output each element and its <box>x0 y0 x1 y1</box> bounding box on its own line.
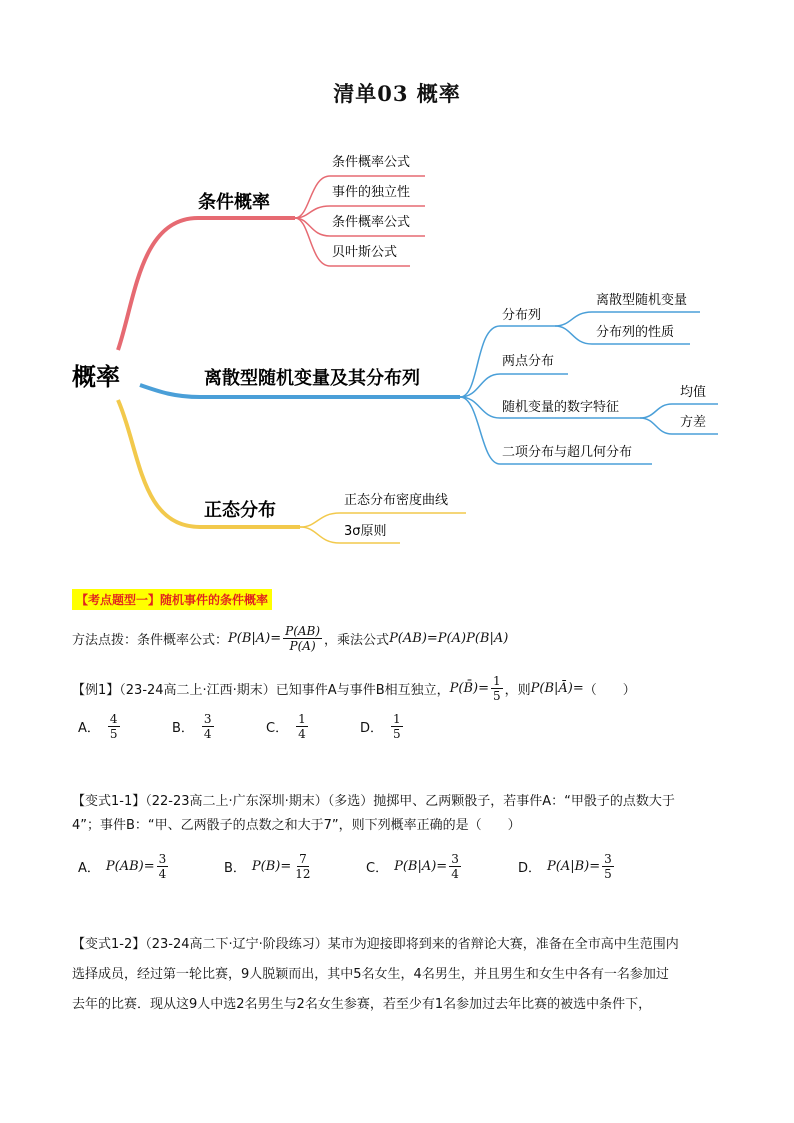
var11-option-c <box>366 852 463 881</box>
frac-den: 4 <box>203 727 212 741</box>
frac-num: 3 <box>158 852 167 866</box>
frac-num: 3 <box>451 852 459 866</box>
mindmap-root: 概率 <box>72 363 120 391</box>
frac-den: 4 <box>298 727 306 741</box>
page-title: 清单03 概率 <box>333 81 461 106</box>
frac-num: 7 <box>299 852 307 866</box>
option-label: C． <box>266 721 289 736</box>
option-label: D． <box>360 721 384 736</box>
var12-line3: 去年的比赛．现从这9人中选2名男生与2名女生参赛，若至少有1名参加过去年比赛的被选中条件下， <box>72 997 652 1012</box>
leaf-discrete-rv: 离散型随机变量 <box>596 293 688 308</box>
mind-map <box>0 0 794 560</box>
ex1-option-a <box>78 712 122 741</box>
option-label: A． <box>78 861 100 876</box>
method-frac-num: P(AB) <box>285 624 321 638</box>
leaf-independence: 事件的独立性 <box>332 185 411 200</box>
option-label: B． <box>172 721 194 736</box>
frac-num: 3 <box>203 712 212 726</box>
option-label: B． <box>224 861 246 876</box>
var12-line2: 选择成员，经过第一轮比赛，9人脱颖而出，其中5名女生，4名男生，并且男生和女生中各有一名参加过 <box>72 967 669 982</box>
method-frac-den: P(A) <box>289 639 316 653</box>
option-expr: P(B)= <box>251 859 292 874</box>
var11-line2: 4”；事件B：“甲、乙两骰子的点数之和大于7”，则下列概率正确的是（ ） <box>72 818 521 833</box>
leaf-bayes: 贝叶斯公式 <box>332 245 398 260</box>
ex1-cond-fraction <box>491 674 503 703</box>
leaf-numeric-features: 随机变量的数字特征 <box>502 400 620 415</box>
ex1-tail-expr: P(B|Ā)= <box>530 681 584 696</box>
method-prefix: 方法点拨：条件概率公式： <box>72 633 229 648</box>
var11-line1: 【变式1-1】（22-23高二上·广东深圳·期末）（多选）抛掷甲、乙两颗骰子，若事件A：“甲骰子的点数大于 <box>72 794 675 809</box>
frac-den: 12 <box>295 867 311 881</box>
var11-option-d <box>518 852 616 881</box>
ex1-option-b <box>172 712 216 741</box>
branch-normal: 正态分布 <box>204 500 276 521</box>
method-line <box>72 624 508 653</box>
frac-num: 3 <box>604 852 612 866</box>
option-expr: P(B|A)= <box>394 859 448 874</box>
leaf-3sigma: 3σ原则 <box>344 524 387 539</box>
leaf-two-point: 两点分布 <box>502 354 555 369</box>
ex1-option-d <box>360 712 405 741</box>
leaf-conditional-formula-2: 条件概率公式 <box>332 215 411 230</box>
var11-option-b <box>224 852 315 881</box>
method-formula-right: P(AB)=P(A)P(B|A) <box>389 631 509 646</box>
var12-line1: 【变式1-2】（23-24高二下·辽宁·阶段练习）某市为迎接即将到来的省辩论大赛，准备在全市高中生范围内 <box>72 937 679 952</box>
leaf-distribution-props: 分布列的性质 <box>596 325 675 340</box>
option-fraction <box>157 852 169 881</box>
ex1-cond-den: 5 <box>492 689 501 703</box>
option-label: A． <box>78 721 100 736</box>
option-expr: P(AB)= <box>105 859 155 874</box>
option-fraction <box>202 712 214 741</box>
leaf-binomial: 二项分布与超几何分布 <box>502 445 633 460</box>
example-1-stem <box>72 674 636 703</box>
section-tag: 【考点题型一】随机事件的条件概率 <box>72 589 272 610</box>
method-fraction <box>283 624 322 653</box>
frac-num: 1 <box>393 712 401 726</box>
frac-den: 4 <box>158 867 167 881</box>
leaf-density-curve: 正态分布密度曲线 <box>344 493 449 508</box>
branch-conditional: 条件概率 <box>198 192 270 213</box>
leaf-variance: 方差 <box>680 415 707 430</box>
method-formula-left: P(B|A)= <box>228 631 282 646</box>
frac-num: 4 <box>109 712 118 726</box>
ex1-cond-left: P(B̄)= <box>449 681 489 696</box>
leaf-mean: 均值 <box>680 385 707 400</box>
option-fraction <box>293 852 312 881</box>
ex1-cond-num: 1 <box>492 674 501 688</box>
frac-den: 5 <box>393 727 401 741</box>
option-fraction <box>449 852 461 881</box>
option-fraction <box>108 712 120 741</box>
frac-den: 5 <box>604 867 612 881</box>
option-fraction <box>391 712 403 741</box>
frac-num: 1 <box>298 712 306 726</box>
ex1-option-c <box>266 712 310 741</box>
option-label: C． <box>366 861 389 876</box>
variant-1-2-stem <box>72 930 722 1020</box>
option-expr: P(A|B)= <box>547 859 601 874</box>
var11-option-a <box>78 852 170 881</box>
frac-den: 4 <box>451 867 459 881</box>
option-fraction <box>602 852 614 881</box>
method-middle: ，乘法公式 <box>324 633 390 648</box>
frac-den: 5 <box>109 727 118 741</box>
branch-discrete: 离散型随机变量及其分布列 <box>204 368 420 389</box>
leaf-conditional-formula: 条件概率公式 <box>332 155 411 170</box>
option-fraction <box>296 712 308 741</box>
leaf-distribution: 分布列 <box>502 308 542 323</box>
ex1-tail-pre: ，则 <box>504 683 531 698</box>
ex1-head: 【例1】（23-24高二上·江西·期末）已知事件A与事件B相互独立， <box>72 683 450 698</box>
ex1-tail-post: （ ） <box>583 683 636 698</box>
option-label: D． <box>518 861 542 876</box>
variant-1-1-stem <box>72 790 722 838</box>
